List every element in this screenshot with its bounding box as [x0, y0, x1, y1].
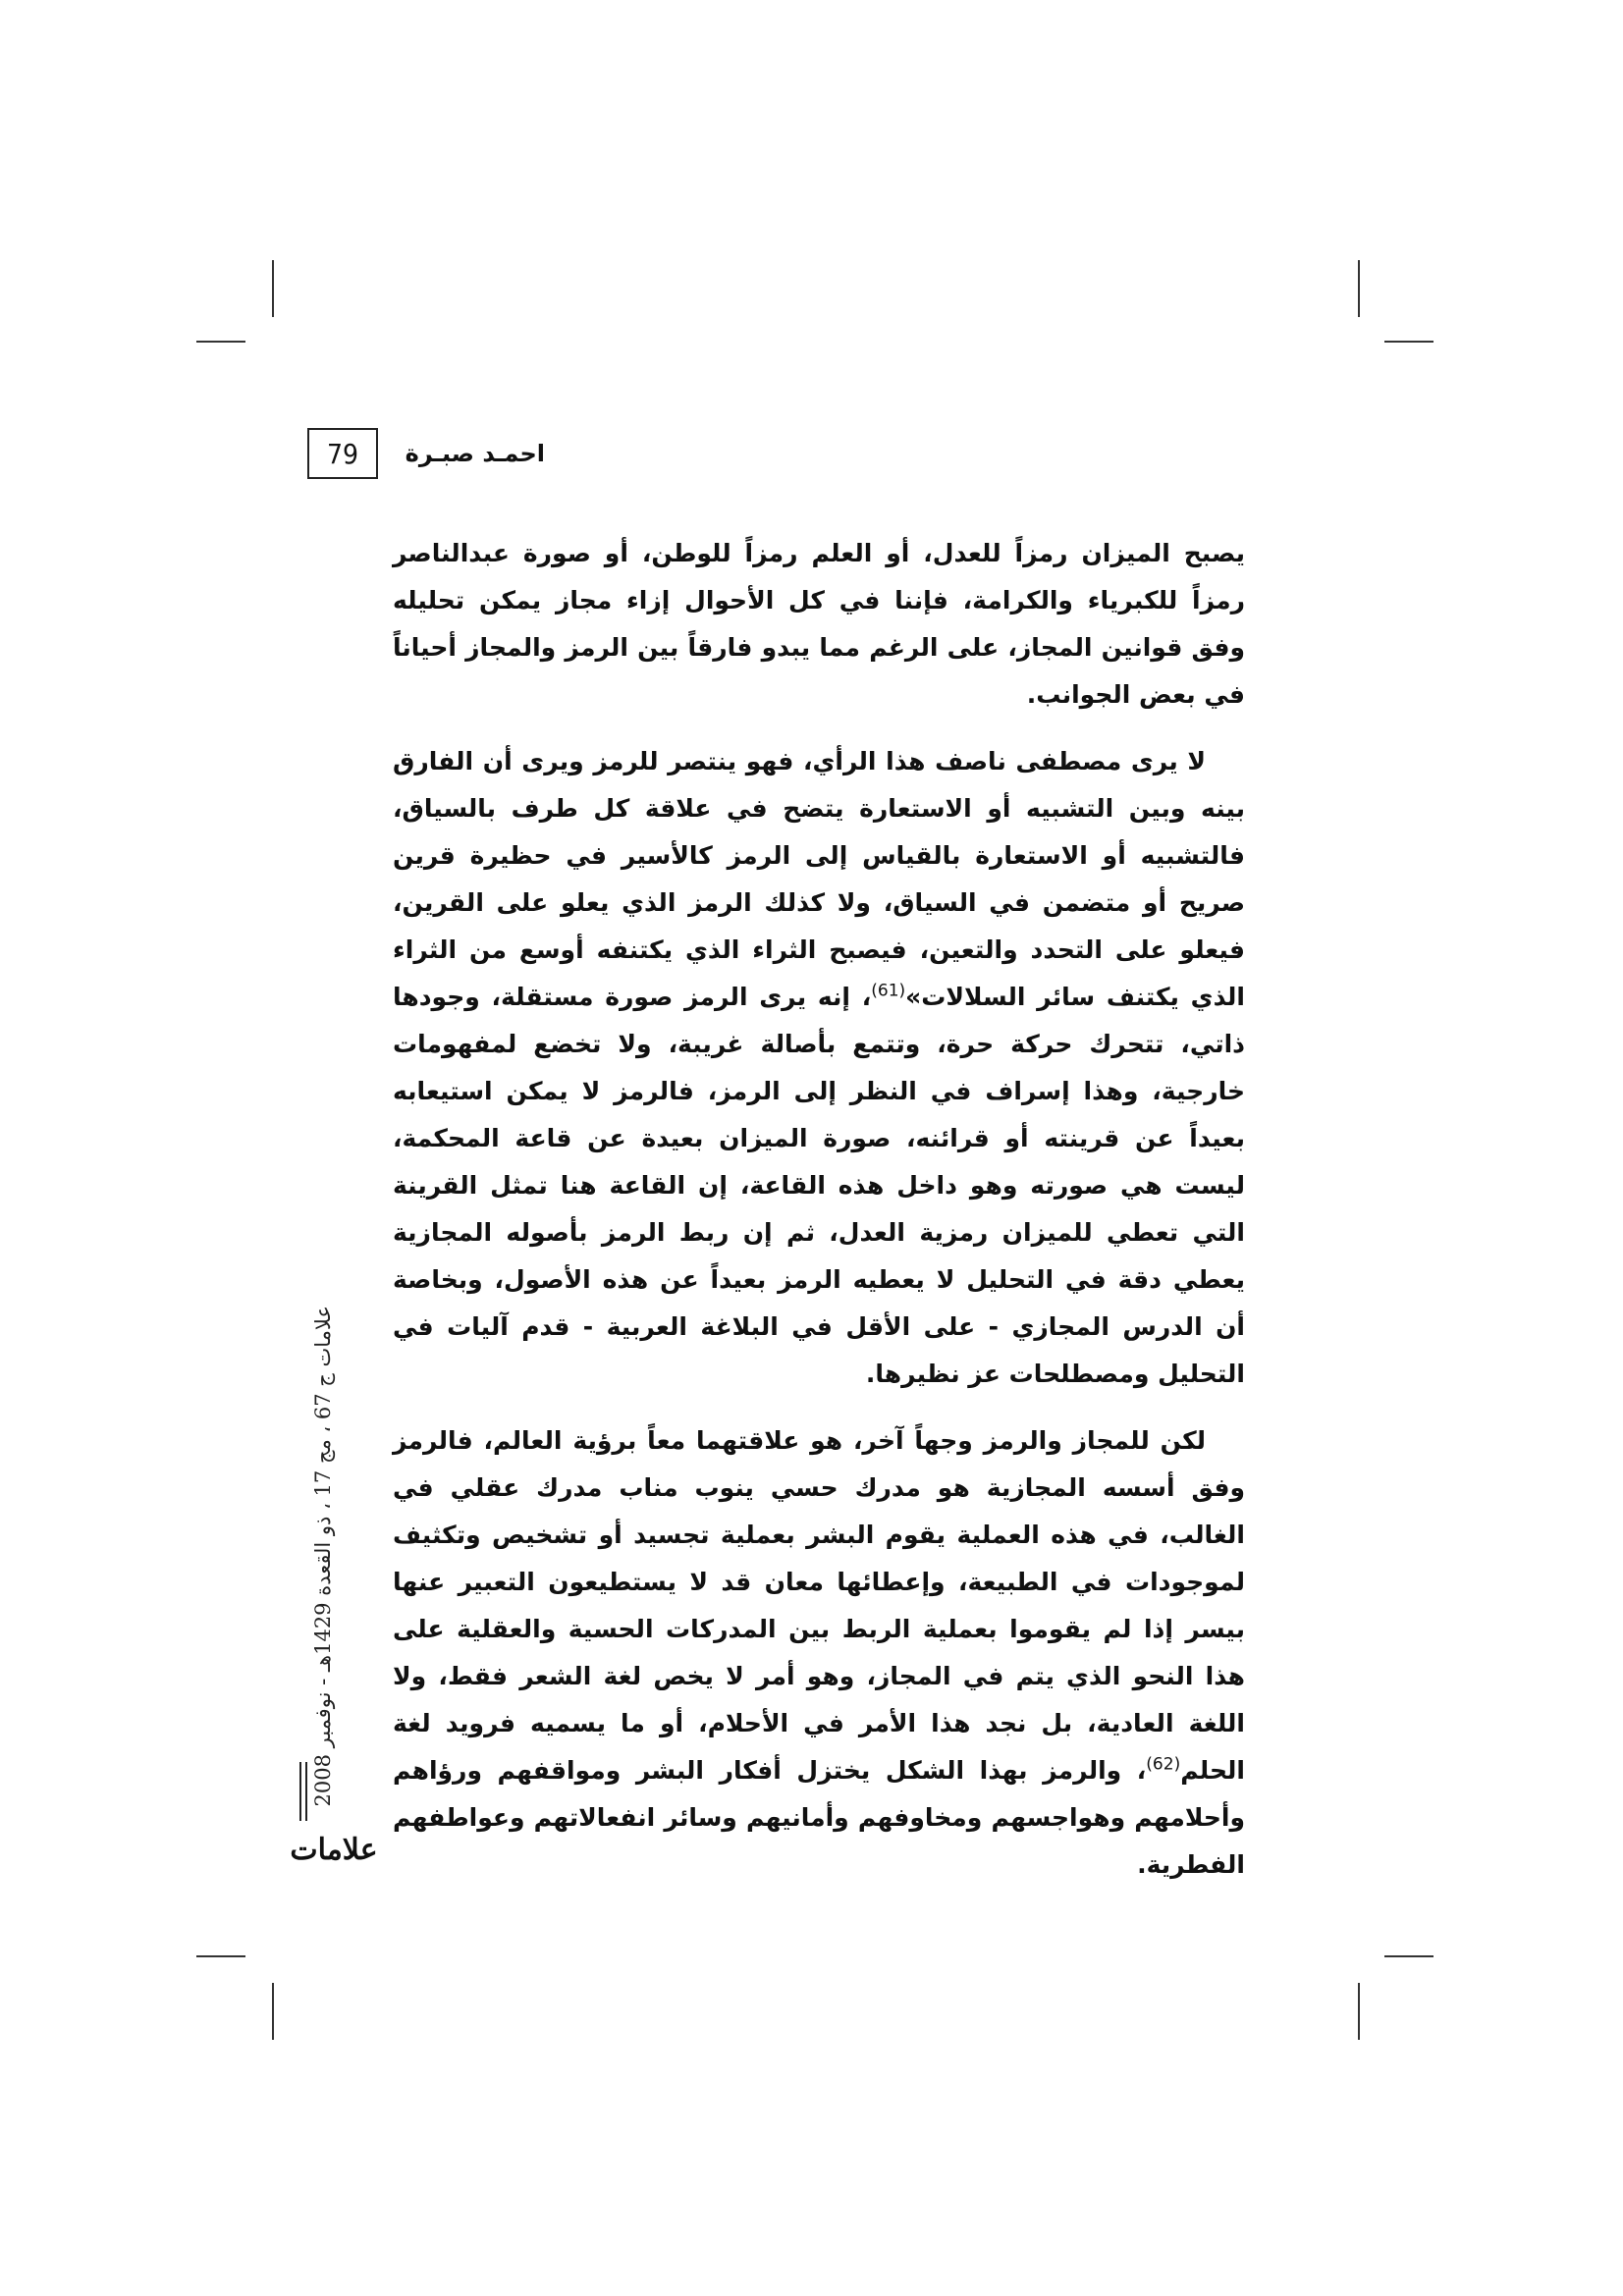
crop-mark-top-right-horizontal: [1384, 341, 1434, 343]
article-body: [393, 530, 1245, 1889]
citation-rule-inner: [305, 1762, 307, 1821]
journal-citation-column: [299, 1306, 349, 1807]
citation-rule-outer: [299, 1762, 301, 1821]
journal-logo: علامات: [290, 1832, 378, 1867]
footnote-ref-61: (61): [871, 981, 906, 1001]
crop-mark-bottom-right-horizontal: [1384, 1955, 1434, 1957]
journal-citation: علامات ج 67 ، مج 17 ، ذو القعدة 1429هـ - نوفمبر 2008: [311, 1306, 335, 1807]
paragraph-3-part-b: ، والرمز بهذا الشكل يختزل أفكار البشر ومواقفهم ورؤاهم وأحلامهم وهواجسهم ومخاوفهم وأمانيهم وسائر انفعالاتهم وعواطفهم الفطرية.: [393, 1756, 1245, 1879]
footnote-ref-62: (62): [1146, 1754, 1181, 1775]
paragraph-2-part-b: ، إنه يرى الرمز صورة مستقلة، وجودها ذاتي، تتحرك حركة حرة، وتتمع بأصالة غريبة، ولا تخضع لمفهومات خارجية، وهذا إسراف في النظر إلى الرمز، فالرمز لا يمكن استيعابه بعيداً عن قرينته أو قرائنه، صورة الميزان بعيدة عن قاعة المحكمة، ليست هي صورته وهو داخل هذه القاعة، إن القاعة هنا تمثل القرينة التي تعطي للميزان رمزية العدل، ثم إن ربط الرمز بأصوله المجازية يعطي دقة في التحليل لا يعطيه الرمز بعيداً عن هذه الأصول، وبخاصة أن الدرس المجازي - على الأقل في البلاغة العربية - قدم آليات في التحليل ومصطلحات عز نظيرها.: [393, 983, 1245, 1388]
paragraph-2: [393, 738, 1245, 1398]
crop-mark-top-left-horizontal: [196, 341, 245, 343]
crop-mark-bottom-left-vertical: [272, 1983, 274, 2040]
crop-mark-top-left-vertical: [272, 260, 274, 317]
crop-mark-top-right-vertical: [1358, 260, 1360, 317]
crop-mark-bottom-right-vertical: [1358, 1983, 1360, 2040]
paragraph-2-part-a: لا يرى مصطفى ناصف هذا الرأي، فهو ينتصر للرمز ويرى أن الفارق بينه وبين التشبيه أو الاستعارة يتضح في علاقة كل طرف بالسياق، فالتشبيه أو الاستعارة بالقياس إلى الرمز كالأسير في حظيرة قرين صريح أو متضمن في السياق، ولا كذلك الرمز الذي يعلو على القرين، فيعلو على التحدد والتعين، فيصبح الثراء الذي يكتنفه أوسع من الثراء الذي يكتنف سائر السلالات»: [393, 747, 1245, 1011]
page-number: 79: [307, 428, 378, 479]
crop-mark-bottom-left-horizontal: [196, 1955, 245, 1957]
paragraph-1: يصبح الميزان رمزاً للعدل، أو العلم رمزاً للوطن، أو صورة عبدالناصر رمزاً للكبرياء والكرامة، فإننا في كل الأحوال إزاء مجاز يمكن تحليله وفق قوانين المجاز، على الرغم مما يبدو فارقاً بين الرمز والمجاز أحياناً في بعض الجوانب.: [393, 539, 1245, 709]
paragraph-3-part-a: لكن للمجاز والرمز وجهاً آخر، هو علاقتهما معاً برؤية العالم، فالرمز وفق أسسه المجازية هو مدرك حسي ينوب مناب مدرك عقلي في الغالب، في هذه العملية يقوم البشر بعملية تجسيد أو تشخيص وتكثيف لموجودات في الطبيعة، وإعطائها معان قد لا يستطيعون التعبير عنها بيسر إذا لم يقوموا بعملية الربط بين المدركات الحسية والعقلية على هذا النحو الذي يتم في المجاز، وهو أمر لا يخص لغة الشعر فقط، ولا اللغة العادية، بل نجد هذا الأمر في الأحلام، أو ما يسميه فرويد لغة الحلم: [393, 1426, 1245, 1785]
paragraph-3: [393, 1417, 1245, 1889]
running-header-author: احمـد صبـرة: [405, 440, 545, 467]
